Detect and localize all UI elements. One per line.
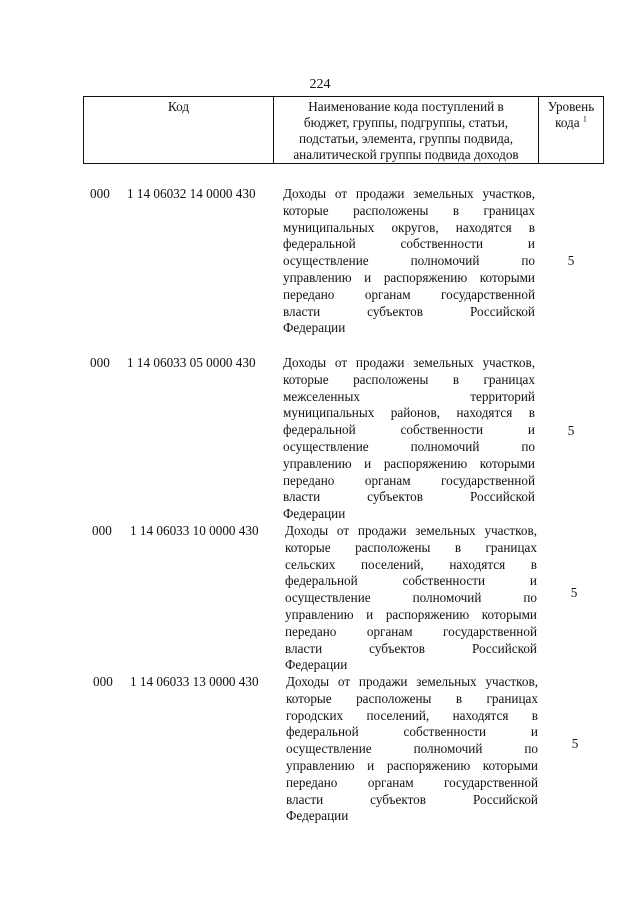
description-line: федеральной собственности и xyxy=(286,724,538,740)
description-line: передано органам государственной xyxy=(285,623,537,639)
description-line: власти субъектов Российской xyxy=(285,640,537,656)
row-prefix: 000 xyxy=(90,355,110,370)
row-prefix: 000 xyxy=(92,523,112,538)
description-line: управлению и распоряжению которыми xyxy=(283,269,535,285)
description-line: Федерации xyxy=(286,808,349,824)
table-row xyxy=(0,523,640,674)
description-line: федеральной собственности и xyxy=(283,422,535,438)
row-code: 1 14 06033 05 0000 430 xyxy=(127,355,256,370)
description-line: осуществление полномочий по xyxy=(283,253,535,269)
header-name-line: подстатьи, элемента, группы подвида, xyxy=(299,131,513,146)
header-name xyxy=(274,97,539,164)
description-line: передано органам государственной xyxy=(286,774,538,790)
description-line: осуществление полномочий по xyxy=(283,438,535,454)
header-level-line2: кода xyxy=(555,115,580,130)
description-line: власти субъектов Российской xyxy=(283,489,535,505)
row-code: 1 14 06033 13 0000 430 xyxy=(130,674,259,689)
description-line: передано органам государственной xyxy=(283,286,535,302)
table-row xyxy=(0,674,640,826)
row-description xyxy=(286,674,538,825)
table-header xyxy=(83,96,604,164)
description-line: управлению и распоряжению которыми xyxy=(286,757,538,773)
description-line: осуществление полномочий по xyxy=(285,590,537,606)
description-line: передано органам государственной xyxy=(283,472,535,488)
header-name-line: бюджет, группы, подгруппы, статьи, xyxy=(303,115,509,130)
description-line: муниципальных районов, находятся в xyxy=(283,405,535,421)
row-level: 5 xyxy=(567,423,575,438)
header-code: Код xyxy=(84,97,274,164)
description-line: которые расположены в границах xyxy=(283,371,535,387)
row-code: 1 14 06032 14 0000 430 xyxy=(127,186,256,201)
description-line: управлению и распоряжению которыми xyxy=(283,455,535,471)
description-line: федеральной собственности и xyxy=(283,236,535,252)
description-line: Доходы от продажи земельных участков, xyxy=(286,674,538,689)
table-row xyxy=(0,355,640,523)
description-line: Федерации xyxy=(285,657,348,673)
description-line: муниципальных округов, находятся в xyxy=(283,219,535,235)
row-prefix: 000 xyxy=(90,186,110,201)
header-name-line: Наименование кода поступлений в xyxy=(308,99,504,114)
row-prefix: 000 xyxy=(93,674,113,689)
description-line: Доходы от продажи земельных участков, xyxy=(283,355,535,370)
row-description xyxy=(285,523,537,674)
description-line: власти субъектов Российской xyxy=(286,791,538,807)
row-description xyxy=(283,186,535,337)
description-line: сельских поселений, находятся в xyxy=(285,556,537,572)
description-line: которые расположены в границах xyxy=(285,539,537,555)
table-row xyxy=(0,186,640,355)
description-line: межселенных территорий xyxy=(283,388,535,404)
description-line: Федерации xyxy=(283,320,346,336)
row-code: 1 14 06033 10 0000 430 xyxy=(130,523,259,538)
description-line: которые расположены в границах xyxy=(286,690,538,706)
row-level: 5 xyxy=(567,253,575,268)
description-line: федеральной собственности и xyxy=(285,573,537,589)
row-description xyxy=(283,355,535,523)
header-level-line1: Уровень xyxy=(547,99,595,114)
header-level xyxy=(539,97,604,164)
row-level: 5 xyxy=(571,736,579,751)
description-line: которые расположены в границах xyxy=(283,202,535,218)
revenue-codes-list xyxy=(0,186,640,826)
description-line: Федерации xyxy=(283,506,346,522)
description-line: городских поселений, находятся в xyxy=(286,707,538,723)
description-line: власти субъектов Российской xyxy=(283,303,535,319)
row-level: 5 xyxy=(570,585,578,600)
footnote-marker: 1 xyxy=(582,114,587,124)
description-line: Доходы от продажи земельных участков, xyxy=(283,186,535,201)
description-line: осуществление полномочий по xyxy=(286,741,538,757)
header-name-line: аналитической группы подвида доходов xyxy=(293,147,519,162)
description-line: Доходы от продажи земельных участков, xyxy=(285,523,537,538)
description-line: управлению и распоряжению которыми xyxy=(285,606,537,622)
page-number: 224 xyxy=(309,77,331,92)
